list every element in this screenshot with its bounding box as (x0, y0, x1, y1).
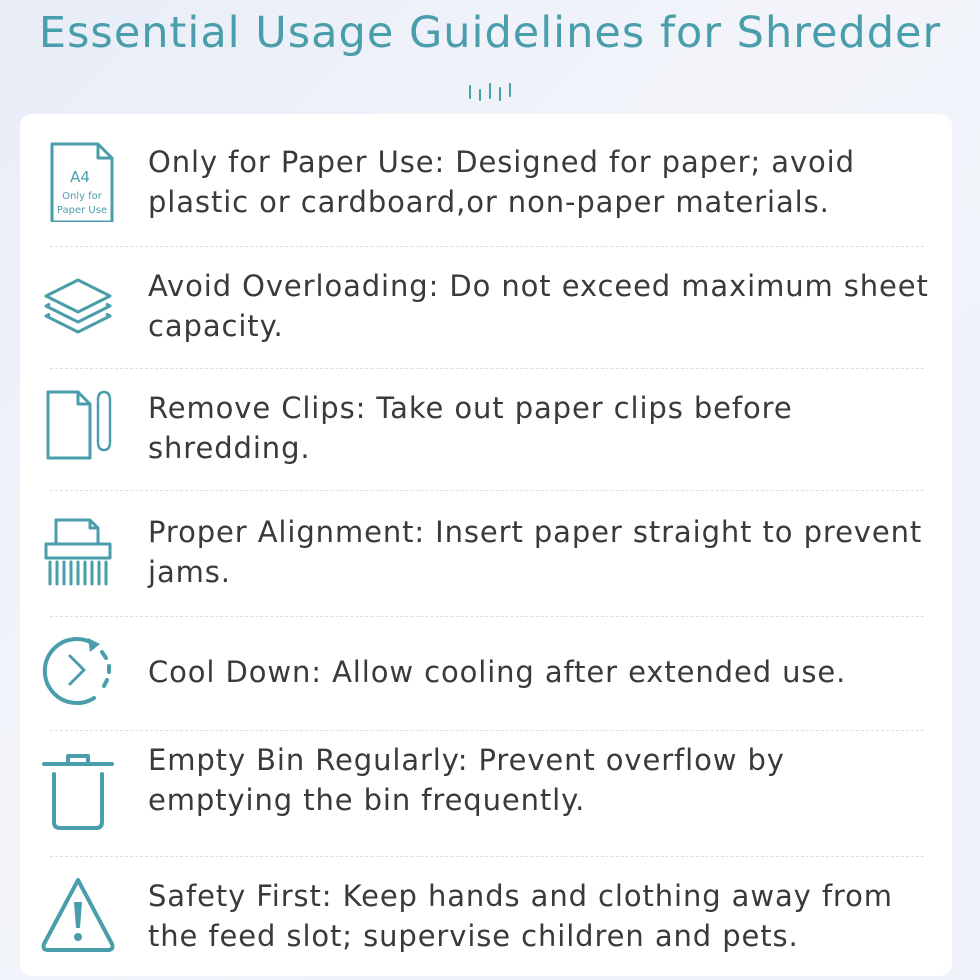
guideline-text: Cool Down: Allow cooling after extended use. (148, 655, 847, 689)
divider (50, 368, 924, 369)
divider (50, 616, 924, 617)
divider (50, 246, 924, 247)
paper-clip-icon (40, 382, 116, 468)
cooldown-timer-icon (40, 628, 116, 714)
warning-icon (40, 872, 116, 958)
shredder-icon (40, 506, 116, 592)
a4-label: A4 (70, 168, 90, 186)
guideline-text: Empty Bin Regularly: Prevent overflow by emptying the bin frequently. (148, 743, 785, 817)
divider (50, 490, 924, 491)
guidelines-card (20, 114, 952, 976)
guideline-text: Safety First: Keep hands and clothing away from the feed slot; supervise children and pets. (148, 879, 893, 953)
guideline-text: Proper Alignment: Insert paper straight to prevent jams. (148, 515, 923, 589)
divider (50, 730, 924, 731)
a4-paper-icon (40, 136, 116, 222)
trash-bin-icon (40, 746, 116, 832)
a4-paper-use-label: Paper Use (56, 205, 108, 216)
guideline-text: Avoid Overloading: Do not exceed maximum sheet capacity. (148, 269, 929, 343)
divider (50, 856, 924, 857)
a4-only-for-label: Only for (62, 191, 102, 202)
page-title: Essential Usage Guidelines for Shredder (38, 8, 942, 58)
guideline-text: Remove Clips: Take out paper clips before shredding. (148, 391, 793, 465)
guideline-text: Only for Paper Use: Designed for paper; avoid plastic or cardboard,or non-paper materials. (148, 145, 855, 219)
stacked-layers-icon (40, 260, 116, 346)
shred-lines-decoration (468, 82, 514, 102)
